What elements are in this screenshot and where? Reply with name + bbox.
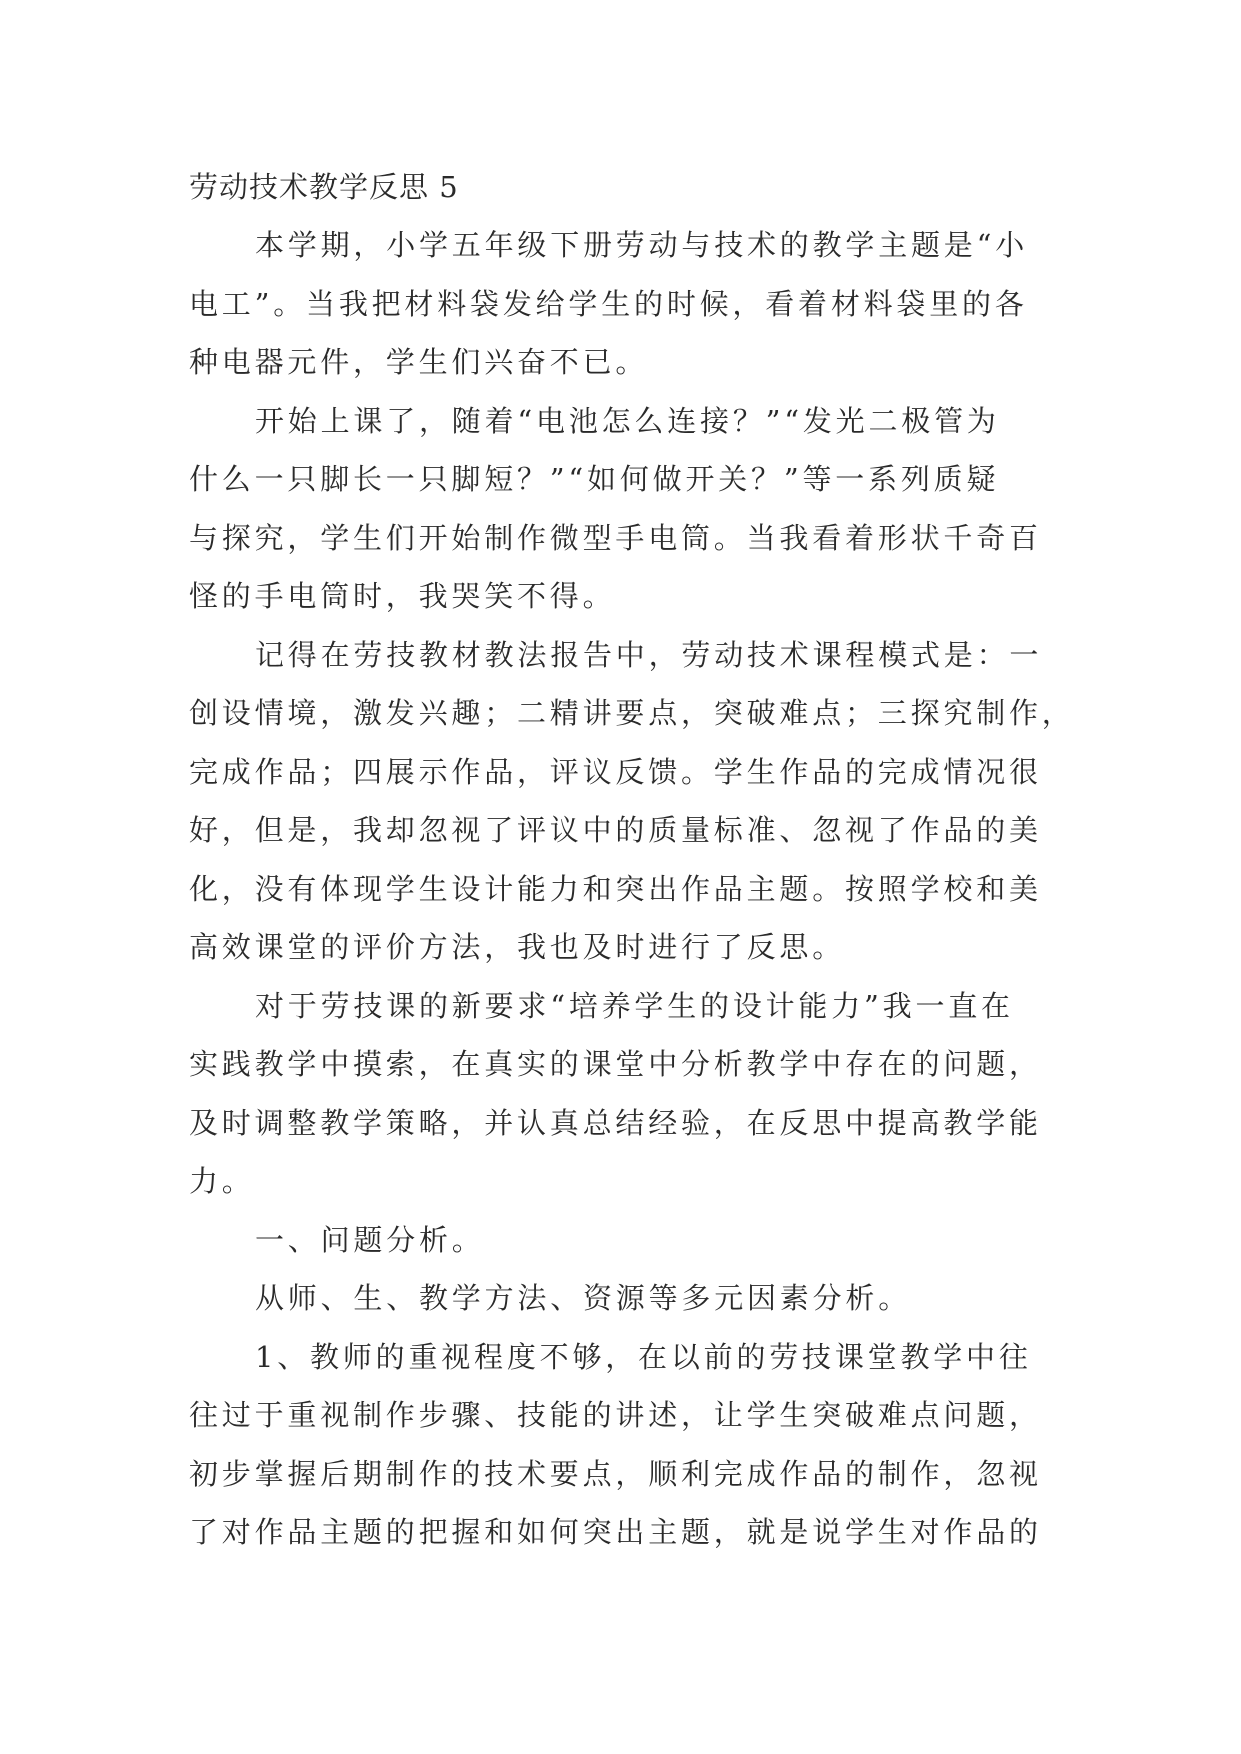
paragraph-line: 什么一只脚长一只脚短？”“如何做开关？”等一系列质疑 [189, 462, 1000, 496]
paragraph-4 [189, 977, 1059, 1211]
paragraph-line: 及时调整教学策略，并认真总结经验，在反思中提高教学能 [189, 1105, 1042, 1140]
paragraph-line: 怪的手电筒时，我哭笑不得。 [189, 579, 616, 613]
paragraph-line: 力。 [189, 1164, 255, 1198]
paragraph-7 [189, 1328, 1059, 1562]
document-title: 劳动技术教学反思 5 [189, 170, 459, 204]
paragraph-line: 往过于重视制作步骤、技能的讲述，让学生突破难点问题， [189, 1398, 1042, 1432]
paragraph-1 [189, 216, 1059, 392]
paragraph-line: 好，但是，我却忽视了评议中的质量标准、忽视了作品的美 [189, 813, 1042, 847]
paragraph-line: 化，没有体现学生设计能力和突出作品主题。按照学校和美 [189, 871, 1042, 906]
paragraph-line: 电工”。当我把材料袋发给学生的时候，看着材料袋里的各 [189, 286, 1028, 321]
paragraph-line: 与探究，学生们开始制作微型手电筒。当我看着形状千奇百 [189, 520, 1042, 555]
paragraph-line: 初步掌握后期制作的技术要点，顺利完成作品的制作，忽视 [189, 1456, 1042, 1491]
paragraph-line: 记得在劳技教材教法报告中，劳动技术课程模式是：一 [255, 637, 1043, 672]
paragraph-line: 开始上课了，随着“电池怎么连接？”“发光二极管为 [255, 403, 1000, 438]
paragraph-line: 实践教学中摸索，在真实的课堂中分析教学中存在的问题， [189, 1047, 1042, 1081]
paragraph-line: 1、教师的重视程度不够，在以前的劳技课堂教学中往 [255, 1339, 1032, 1374]
paragraph-6 [189, 1269, 1059, 1328]
paragraph-line: 高效课堂的评价方法，我也及时进行了反思。 [189, 930, 846, 964]
paragraph-line: 创设情境，激发兴趣；二精讲要点，突破难点；三探究制作， [189, 696, 1075, 730]
paragraph-2 [189, 392, 1059, 626]
section-heading [189, 1211, 1059, 1270]
paragraph-line: 本学期，小学五年级下册劳动与技术的教学主题是“小 [255, 228, 1029, 262]
paragraph-line: 完成作品；四展示作品，评议反馈。学生作品的完成情况很 [189, 754, 1042, 789]
paragraph-3 [189, 626, 1075, 977]
paragraph-line: 种电器元件，学生们兴奋不已。 [189, 345, 649, 379]
document-body [189, 158, 1075, 1562]
section-heading-text: 一、问题分析。 [255, 1222, 485, 1257]
paragraph-line: 了对作品主题的把握和如何突出主题，就是说学生对作品的 [189, 1515, 1042, 1549]
paragraph-line: 对于劳技课的新要求“培养学生的设计能力”我一直在 [255, 988, 1014, 1023]
paragraph-line: 从师、生、教学方法、资源等多元因素分析。 [255, 1281, 912, 1315]
